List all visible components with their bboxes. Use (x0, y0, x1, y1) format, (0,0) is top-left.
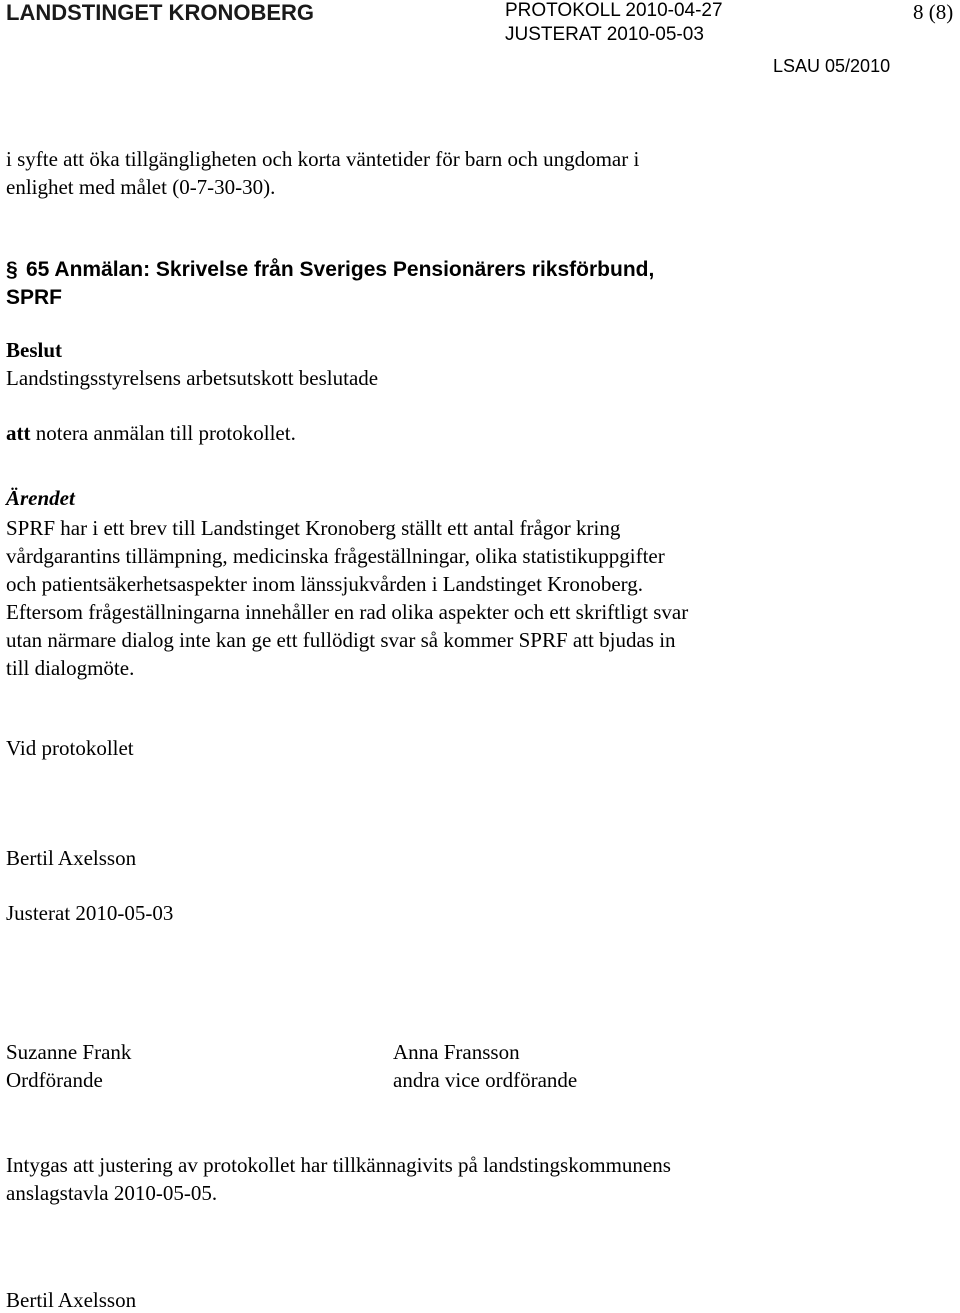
arendet-paragraph (6, 514, 688, 682)
intro-line: i syfte att öka tillgängligheten och korta väntetider för barn och ungdomar i (6, 147, 640, 171)
justerat-date-header: JUSTERAT 2010-05-03 (505, 24, 704, 45)
chair-name: Suzanne Frank (6, 1040, 132, 1064)
secretary-name: Bertil Axelsson (6, 846, 137, 870)
justerat-date: Justerat 2010-05-03 (6, 901, 174, 925)
reference-number: LSAU 05/2010 (773, 56, 891, 76)
arendet-line: utan närmare dialog inte kan ge ett fullödigt svar så kommer SPRF att bjudas in (6, 628, 676, 652)
decision-att: att (6, 421, 31, 445)
page-number: 8 (8) (913, 0, 954, 24)
arendet-line: SPRF har i ett brev till Landstinget Kronoberg ställt ett antal frågor kring (6, 516, 621, 540)
section-symbol: § (6, 258, 18, 281)
section-heading (6, 256, 654, 312)
heading-line: SPRF (6, 286, 63, 309)
beslut-text: Landstingsstyrelsens arbetsutskott beslutade (6, 366, 379, 390)
chair-role: Ordförande (6, 1068, 103, 1092)
intro-line: enlighet med målet (0-7-30-30). (6, 175, 276, 199)
certification-line: anslagstavla 2010-05-05. (6, 1181, 218, 1205)
arendet-line: och patientsäkerhetsaspekter inom länssjukvården i Landstinget Kronoberg. (6, 572, 644, 596)
beslut-title: Beslut (6, 338, 63, 362)
arendet-title: Ärendet (6, 486, 75, 510)
certification-line: Intygas att justering av protokollet har tillkännagivits på landstingskommunens (6, 1153, 671, 1177)
decision-body: notera anmälan till protokollet. (30, 421, 296, 445)
vid-protokollet: Vid protokollet (6, 736, 134, 760)
intro-paragraph (6, 145, 639, 201)
organization-name: LANDSTINGET KRONOBERG (6, 0, 314, 25)
certification-text (6, 1151, 671, 1207)
protokoll-date: PROTOKOLL 2010-04-27 (505, 0, 723, 21)
arendet-line: vårdgarantins tillämpning, medicinska frågeställningar, olika statistikuppgifter (6, 544, 665, 568)
arendet-line: till dialogmöte. (6, 656, 135, 680)
vice-chair-name: Anna Fransson (393, 1040, 520, 1064)
final-signature-name: Bertil Axelsson (6, 1288, 137, 1312)
decision-text (6, 421, 296, 446)
heading-line: 65 Anmälan: Skrivelse från Sveriges Pensionärers riksförbund, (26, 258, 655, 281)
arendet-line: Eftersom frågeställningarna innehåller en rad olika aspekter och ett skriftligt svar (6, 600, 689, 624)
vice-chair-role: andra vice ordförande (393, 1068, 578, 1092)
